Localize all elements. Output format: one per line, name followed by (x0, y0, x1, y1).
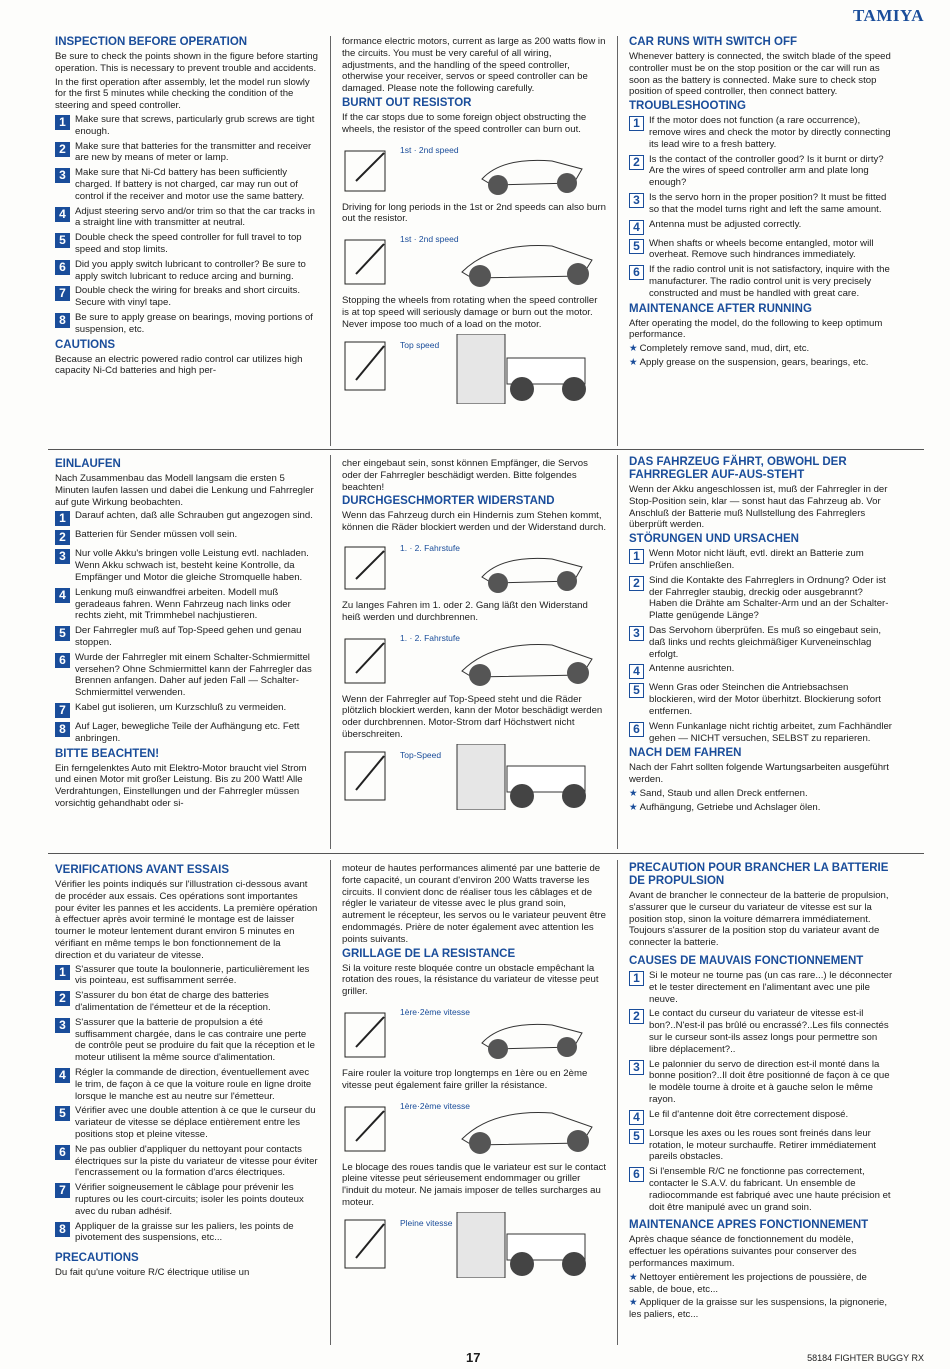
numbered-item: 5 Lorsque les axes ou les roues sont freinés dans leur rotation, le moteur surchauffe. Retirer immédiatement pareils obstacles. (629, 1128, 893, 1163)
column-divider (330, 36, 331, 446)
numbered-item: 6 Ne pas oublier d'appliquer du nettoyant pour contacts électriques sur la piste du variateur de vitesse pour éviter l'encrassement ou la formation d'arcs électriques. (55, 1144, 318, 1179)
en-col-1 (55, 34, 318, 379)
illustration-truck-wall (342, 1212, 607, 1278)
numbered-item: 8 Be sure to apply grease on bearings, moving portions of suspension, etc. (55, 312, 318, 336)
speed-label: 1. · 2. Fahrstufe (400, 632, 460, 643)
star-icon: ★ (629, 801, 638, 813)
paragraph: Because an electric powered radio control car utilizes high capacity Ni-Cd batteries and high per- (55, 353, 303, 377)
brand-logo: TAMIYA (852, 6, 924, 25)
numbered-item: 1 Make sure that screws, particularly grub screws are tight enough. (55, 114, 318, 138)
numbered-item: 5 Wenn Gras oder Steinchen die Antriebsachsen blockieren, wird der Motor überhitzt. Blockierung sofort entfernen. (629, 682, 893, 717)
section-heading: MAINTENANCE APRES FONCTIONNEMENT (629, 1219, 869, 1232)
numbered-item: 4 Lenkung muß einwandfrei arbeiten. Modell muß geradeaus fahren. Wenn Fahrzeug nach links oder rechts zieht, mit Trimmhebel nachjustieren. (55, 587, 318, 622)
numbered-item: 1 If the motor does not function (a rare occurrence), remove wires and check the motor by directly connecting its lead wire to a fresh battery. (629, 115, 893, 150)
illustration-controller-buggy (342, 627, 607, 689)
bullet-item: ★ Nettoyer entièrement les projections de poussière, de sable, de boue, etc... (629, 1271, 867, 1295)
section-heading: VERIFICATIONS AVANT ESSAIS (55, 864, 230, 876)
section-heading: DAS FAHRZEUG FÄHRT, OBWOHL DER FAHRREGLER AUF-AUS-STEHT (629, 456, 847, 481)
numbered-item: 3 Das Servohorn überprüfen. Es muß so eingebaut sein, daß links und rechts gleichmäßiger Kurveneinschlag erfolgt. (629, 625, 893, 660)
paragraph: Du fait qu'une voiture R/C électrique utilise un (55, 1267, 250, 1279)
section-heading: BURNT OUT RESISTOR (342, 96, 472, 109)
bullet-item: ★ Appliquer de la graisse sur les suspensions, la pignonerie, les paliers, etc... (629, 1297, 888, 1321)
section-heading: PRECAUTION POUR BRANCHER LA BATTERIE DE PROPULSION (629, 862, 889, 887)
buggy-illustration (342, 228, 607, 290)
paragraph: moteur de hautes performances alimenté par une batterie de forte capacité, un courant d'environ 200 Watts traverse les circuits. Il convient donc de réaliser tous les câblages et de régler le variateur de vitesse avec le plus grand soin, autrement le récepteur, les servos ou le variateur peuvent être endommagés. Prière de noter également avec attention les points suivants. (342, 863, 606, 945)
truck-illustration (342, 1212, 607, 1278)
bullet-item: ★ Apply grease on the suspension, gears, bearings, etc. (629, 356, 869, 368)
paragraph: formance electric motors, current as large as 200 watts flow in the circuits. You must be very careful of all wiring, adjustments, and the handling of the speed controller, otherwise your receiver, servos or speed controller can be damaged. Please note the following carefully. (342, 36, 606, 95)
star-icon: ★ (629, 343, 638, 355)
paragraph: Le blocage des roues tandis que le variateur est sur le contact pleine vitesse peut sérieusement endommager ou griller l'induit du moteur. Ne jamais imposer de telles surcharges au moteur. (342, 1161, 606, 1208)
numbered-item: 2 Batterien für Sender müssen voll sein. (55, 529, 318, 545)
paragraph: Avant de brancher le connecteur de la batterie de propulsion, s'assurer que le curseur du variateur de vitesse est sur la position stop, sinon la voiture démarrera immédiatement. Toujours s'assurer de la position stop du variateur avant de connecter la batterie. (629, 890, 889, 949)
en-col-3 (629, 34, 893, 371)
numbered-item: 5 Der Fahrregler muß auf Top-Speed gehen und genau stoppen. (55, 625, 318, 649)
section-heading: STÖRUNGEN UND URSACHEN (629, 533, 799, 546)
speed-label: 1st · 2nd speed (400, 234, 459, 245)
numbered-item: 3 S'assurer que la batterie de propulsion a été suffisamment chargée, dans le cas contraire une perte de contrôle peut se produire du fait que la réception et le moteur utilisent la même source d'alimentation. (55, 1017, 318, 1064)
speed-label: Top-Speed (400, 749, 442, 760)
star-icon: ★ (629, 1271, 638, 1283)
truck-illustration (342, 744, 607, 810)
column-divider (617, 36, 618, 446)
paragraph: Be sure to check the points shown in the figure before starting operation. This is necessary to prevent trouble and accidents. (55, 51, 318, 74)
numbered-item: 8 Appliquer de la graisse sur les paliers, les points de pivotement des suspensions, etc... (55, 1221, 318, 1245)
numbered-item: 4 Antenna must be adjusted correctly. (629, 219, 893, 235)
numbered-item: 2 Sind die Kontakte des Fahrreglers in Ordnung? Oder ist der Fahrregler staubig, dreckig oder ausgebrannt? Haben die Drähte am Schalter-Arm und an der Schalter-Platte genügende Länge? (629, 575, 893, 622)
numbered-item: 2 Make sure that batteries for the transmitter and receiver are new by means of meter or lamp. (55, 141, 318, 165)
section-divider (48, 449, 924, 450)
section-heading: NACH DEM FAHREN (629, 747, 742, 760)
numbered-item: 7 Kabel gut isolieren, um Kurzschluß zu vermeiden. (55, 702, 318, 718)
numbered-item: 6 Si l'ensemble R/C ne fonctionne pas correctement, contacter le S.A.V. du fabricant. Un ensemble de radiocommande est fabriqué avec une haute précision et doit être manipulé avec un grand soin. (629, 1166, 893, 1213)
section-heading: CAUSES DE MAUVAIS FONCTIONNEMENT (629, 954, 864, 967)
star-icon: ★ (629, 787, 638, 799)
section-divider (48, 853, 924, 854)
buggy-illustration (342, 537, 607, 595)
fr-col-1 (55, 862, 318, 1281)
numbered-item: 1 Wenn Motor nicht läuft, evtl. direkt an Batterie zum Prüfen anschließen. (629, 548, 893, 572)
numbered-item: 2 S'assurer du bon état de charge des batteries d'alimentation de l'émetteur et de la réception. (55, 990, 318, 1014)
paragraph: After operating the model, do the following to keep optimum performance. (629, 317, 883, 341)
bullet-item: ★ Aufhängung, Getriebe und Achslager ölen. (629, 801, 821, 813)
illustration-truck-wall (342, 744, 607, 810)
paragraph: Wenn der Akku angeschlossen ist, muß der Fahrregler in der Stop-Position sein, klar — sonst haut das Fahrzeug ab. Vor Anschluß der Batterie muß Nullstellung des Fahrreglers überprüft werden. (629, 484, 888, 531)
paragraph: Nach Zusammenbau das Modell langsam die ersten 5 Minuten laufen lassen und dabei die Lenkung und Fahrregler auf gute Wirkung beobachten. (55, 473, 314, 508)
numbered-item: 2 Le contact du curseur du variateur de vitesse est-il bon?..N'est-il pas brûlé ou encrassé?..Les fils connectés sur le curseur sont-ils assez longs pour permettre son libre déplacement?.. (629, 1008, 893, 1055)
paragraph: Vérifier les points indiqués sur l'illustration ci-dessous avant de procéder aux essais. Ces opérations sont importantes pour éviter les pannes et les accidents. La première opération à effectuer après avoir terminé le montage est de laisser tourner le moteur lentement durant environ 5 minutes en vérifiant en même temps le bon fonctionnement de la direction et du variateur de vitesse. (55, 879, 318, 961)
paragraph: Driving for long periods in the 1st or 2nd speeds can also burn out the resistor. (342, 201, 606, 225)
paragraph: Wenn der Fahrregler auf Top-Speed steht und die Räder plötzlich blockiert werden, kann der Motor beschädigt werden oder durchbrennen. Motor-Strom darf Höchstwert nicht überschreiten. (342, 693, 603, 740)
illustration-truck-wall (342, 334, 607, 404)
column-divider (617, 455, 618, 849)
speed-label: 1st · 2nd speed (400, 144, 459, 155)
speed-label: 1ère·2ème vitesse (400, 1006, 470, 1017)
numbered-item: 7 Double check the wiring for breaks and short circuits. Secure with vinyl tape. (55, 285, 318, 309)
paragraph: Faire rouler la voiture trop longtemps en 1ère ou en 2ème vitesse peut également faire griller la résistance. (342, 1067, 588, 1091)
speed-label: Pleine vitesse (400, 1217, 453, 1228)
numbered-item: 3 Le palonnier du servo de direction est-il monté dans la bonne position?..Il doit être positionné de façon à ce que le modèle tourne à droite et à gauche selon le même rayon. (629, 1059, 893, 1106)
numbered-item: 6 Did you apply switch lubricant to controller? Be sure to apply switch lubricant to reduce arcing and burning. (55, 259, 318, 283)
paragraph: If the car stops due to some foreign object obstructing the wheels, the resistor of the speed controller can burn out. (342, 111, 587, 135)
model-label: 58184 FIGHTER BUGGY RX (807, 1353, 924, 1363)
section-heading: CAUTIONS (55, 338, 116, 351)
paragraph: Whenever battery is connected, the switch blade of the speed controller must be on the stop position or the car will run as soon as the battery is connected. Make sure to check stop position of speed controller, then connect battery. (629, 51, 891, 98)
numbered-item: 1 Darauf achten, daß alle Schrauben gut angezogen sind. (55, 510, 318, 526)
numbered-item: 2 Is the contact of the controller good? Is it burnt or dirty? Are the wires of speed controller arm and plate long enough? (629, 154, 893, 189)
en-col-2 (342, 36, 607, 409)
paragraph: Après chaque séance de fonctionnement du modèle, effectuer les opérations suivantes pour conserver des performances maximum. (629, 1234, 857, 1269)
paragraph: Stopping the wheels from rotating when the speed controller is at top speed will seriously damage or burn out the motor. Never impose too much of a load on the motor. (342, 295, 598, 330)
numbered-item: 5 When shafts or wheels become entangled, motor will overheat. Remove such hindrances immediately. (629, 238, 893, 262)
numbered-item: 6 Wenn Funkanlage nicht richtig arbeitet, zum Fachhändler gehen — NICHT versuchen, SELBST zu reparieren. (629, 721, 893, 745)
speed-label: 1. · 2. Fahrstufe (400, 542, 460, 553)
paragraph: cher eingebaut sein, sonst können Empfänger, die Servos oder der Fahrregler beschädigt werden. Bitte folgendes beachten! (342, 458, 588, 493)
de-col-1 (55, 456, 318, 812)
paragraph: Si la voiture reste bloquée contre un obstacle empêchant la rotation des roues, la résistance du variateur de vitesse peut griller. (342, 962, 599, 998)
numbered-item: 8 Auf Lager, bewegliche Teile der Aufhängung etc. Fett anbringen. (55, 721, 318, 745)
numbered-item: 3 Nur volle Akku's bringen volle Leistung evtl. nachladen. Wenn Akku schwach ist, besteht keine Kontrolle, da Empfänger und Motor die gleiche Stromquelle haben. (55, 548, 318, 583)
numbered-item: 4 Le fil d'antenne doit être correctement disposé. (629, 1109, 893, 1125)
numbered-item: 7 Vérifier soigneusement le câblage pour prévenir les ruptures ou les court-circuits; isoler les points douteux avec du ruban adhésif. (55, 1182, 318, 1217)
truck-illustration (342, 334, 607, 404)
illustration-controller-buggy (342, 537, 607, 595)
section-heading: DURCHGESCHMORTER WIDERSTAND (342, 495, 555, 508)
section-heading: INSPECTION BEFORE OPERATION (55, 36, 248, 48)
section-heading: GRILLAGE DE LA RESISTANCE (342, 947, 516, 960)
star-icon: ★ (629, 356, 638, 368)
buggy-illustration (342, 139, 607, 197)
column-divider (330, 860, 331, 1345)
numbered-item: 4 Régler la commande de direction, éventuellement avec le trim, de façon à ce que la voiture roule en ligne droite lorsque le manche est au neutre sur l'émetteur. (55, 1067, 318, 1102)
star-icon: ★ (629, 1297, 638, 1309)
numbered-item: 3 Make sure that Ni-Cd battery has been sufficiently charged. If battery is not charged, car may run out of control if the receiver and motor use the same battery. (55, 167, 318, 202)
illustration-controller-buggy (342, 139, 607, 197)
section-heading: MAINTENANCE AFTER RUNNING (629, 302, 812, 315)
fr-col-3 (629, 860, 893, 1323)
speed-label: 1ère·2ème vitesse (400, 1100, 470, 1111)
column-divider (617, 860, 618, 1345)
section-heading: EINLAUFEN (55, 458, 121, 470)
paragraph: Zu langes Fahren im 1. oder 2. Gang läßt den Widerstand heiß werden und durchbrennen. (342, 599, 588, 623)
numbered-item: 6 Wurde der Fahrregler mit einem Schalter-Schmiermittel versehen? Ohne Schmiermittel kann der Fahrregler das Brennen anfangen. Daher auf jeden Fall — Schalter-Schmiermittel verwenden. (55, 652, 318, 699)
numbered-item: 1 S'assurer que toute la boulonnerie, particulièrement les vis pointeau, est suffisamment serrée. (55, 964, 318, 988)
numbered-item: 3 Is the servo horn in the proper position? It must be fitted so that the model turns right and left the same amount. (629, 192, 893, 216)
bullet-item: ★ Sand, Staub und allen Dreck entfernen. (629, 787, 808, 799)
paragraph: Ein ferngelenktes Auto mit Elektro-Motor braucht viel Strom und einen Motor mit großer Leistung. Bis zu 200 Watt! Alle Verdrahtungen, Einstellungen und der Fahrregler müssen vorsichtig gehandhabt oder si- (55, 762, 307, 809)
bullet-item: ★ Completely remove sand, mud, dirt, etc. (629, 343, 810, 355)
illustration-controller-buggy (342, 228, 607, 290)
buggy-illustration (342, 1095, 607, 1157)
numbered-item: 5 Vérifier avec une double attention à ce que le curseur du variateur de vitesse se déplace entièrement entre les positions stop et pleine vitesse. (55, 1105, 318, 1140)
buggy-illustration (342, 627, 607, 689)
speed-label: Top speed (400, 339, 440, 350)
paragraph: In the first operation after assembly, let the model run slowly for the first 5 minutes while checking the condition of the steering and speed controller. (55, 76, 310, 112)
numbered-item: 6 If the radio control unit is not satisfactory, inquire with the manufacturer. The radio control unit is very precisely constructed and must be handled with great care. (629, 264, 893, 299)
section-heading: PRECAUTIONS (55, 1252, 139, 1265)
section-heading: TROUBLESHOOTING (629, 100, 746, 113)
numbered-item: 4 Adjust steering servo and/or trim so that the car tracks in a straight line with transmitter at neutral. (55, 206, 318, 230)
section-heading: CAR RUNS WITH SWITCH OFF (629, 36, 798, 48)
illustration-controller-buggy (342, 1095, 607, 1157)
numbered-item: 1 Si le moteur ne tourne pas (un cas rare...) le déconnecter et le tester directement en l'alimentant avec une pile neuve. (629, 970, 893, 1005)
fr-col-2 (342, 863, 607, 1283)
numbered-item: 4 Antenne ausrichten. (629, 663, 893, 679)
page-number: 17 (466, 1350, 481, 1365)
paragraph: Wenn das Fahrzeug durch ein Hindernis zum Stehen kommt, können die Räder blockiert werden und der Widerstand durch. (342, 510, 606, 534)
illustration-controller-buggy (342, 1001, 607, 1063)
de-col-3 (629, 454, 893, 816)
section-heading: BITTE BEACHTEN! (55, 747, 160, 760)
paragraph: Nach der Fahrt sollten folgende Wartungsarbeiten ausgeführt werden. (629, 762, 889, 786)
de-col-2 (342, 458, 607, 815)
column-divider (330, 455, 331, 849)
numbered-item: 5 Double check the speed controller for full travel to top speed and stop limits. (55, 232, 318, 256)
buggy-illustration (342, 1001, 607, 1063)
